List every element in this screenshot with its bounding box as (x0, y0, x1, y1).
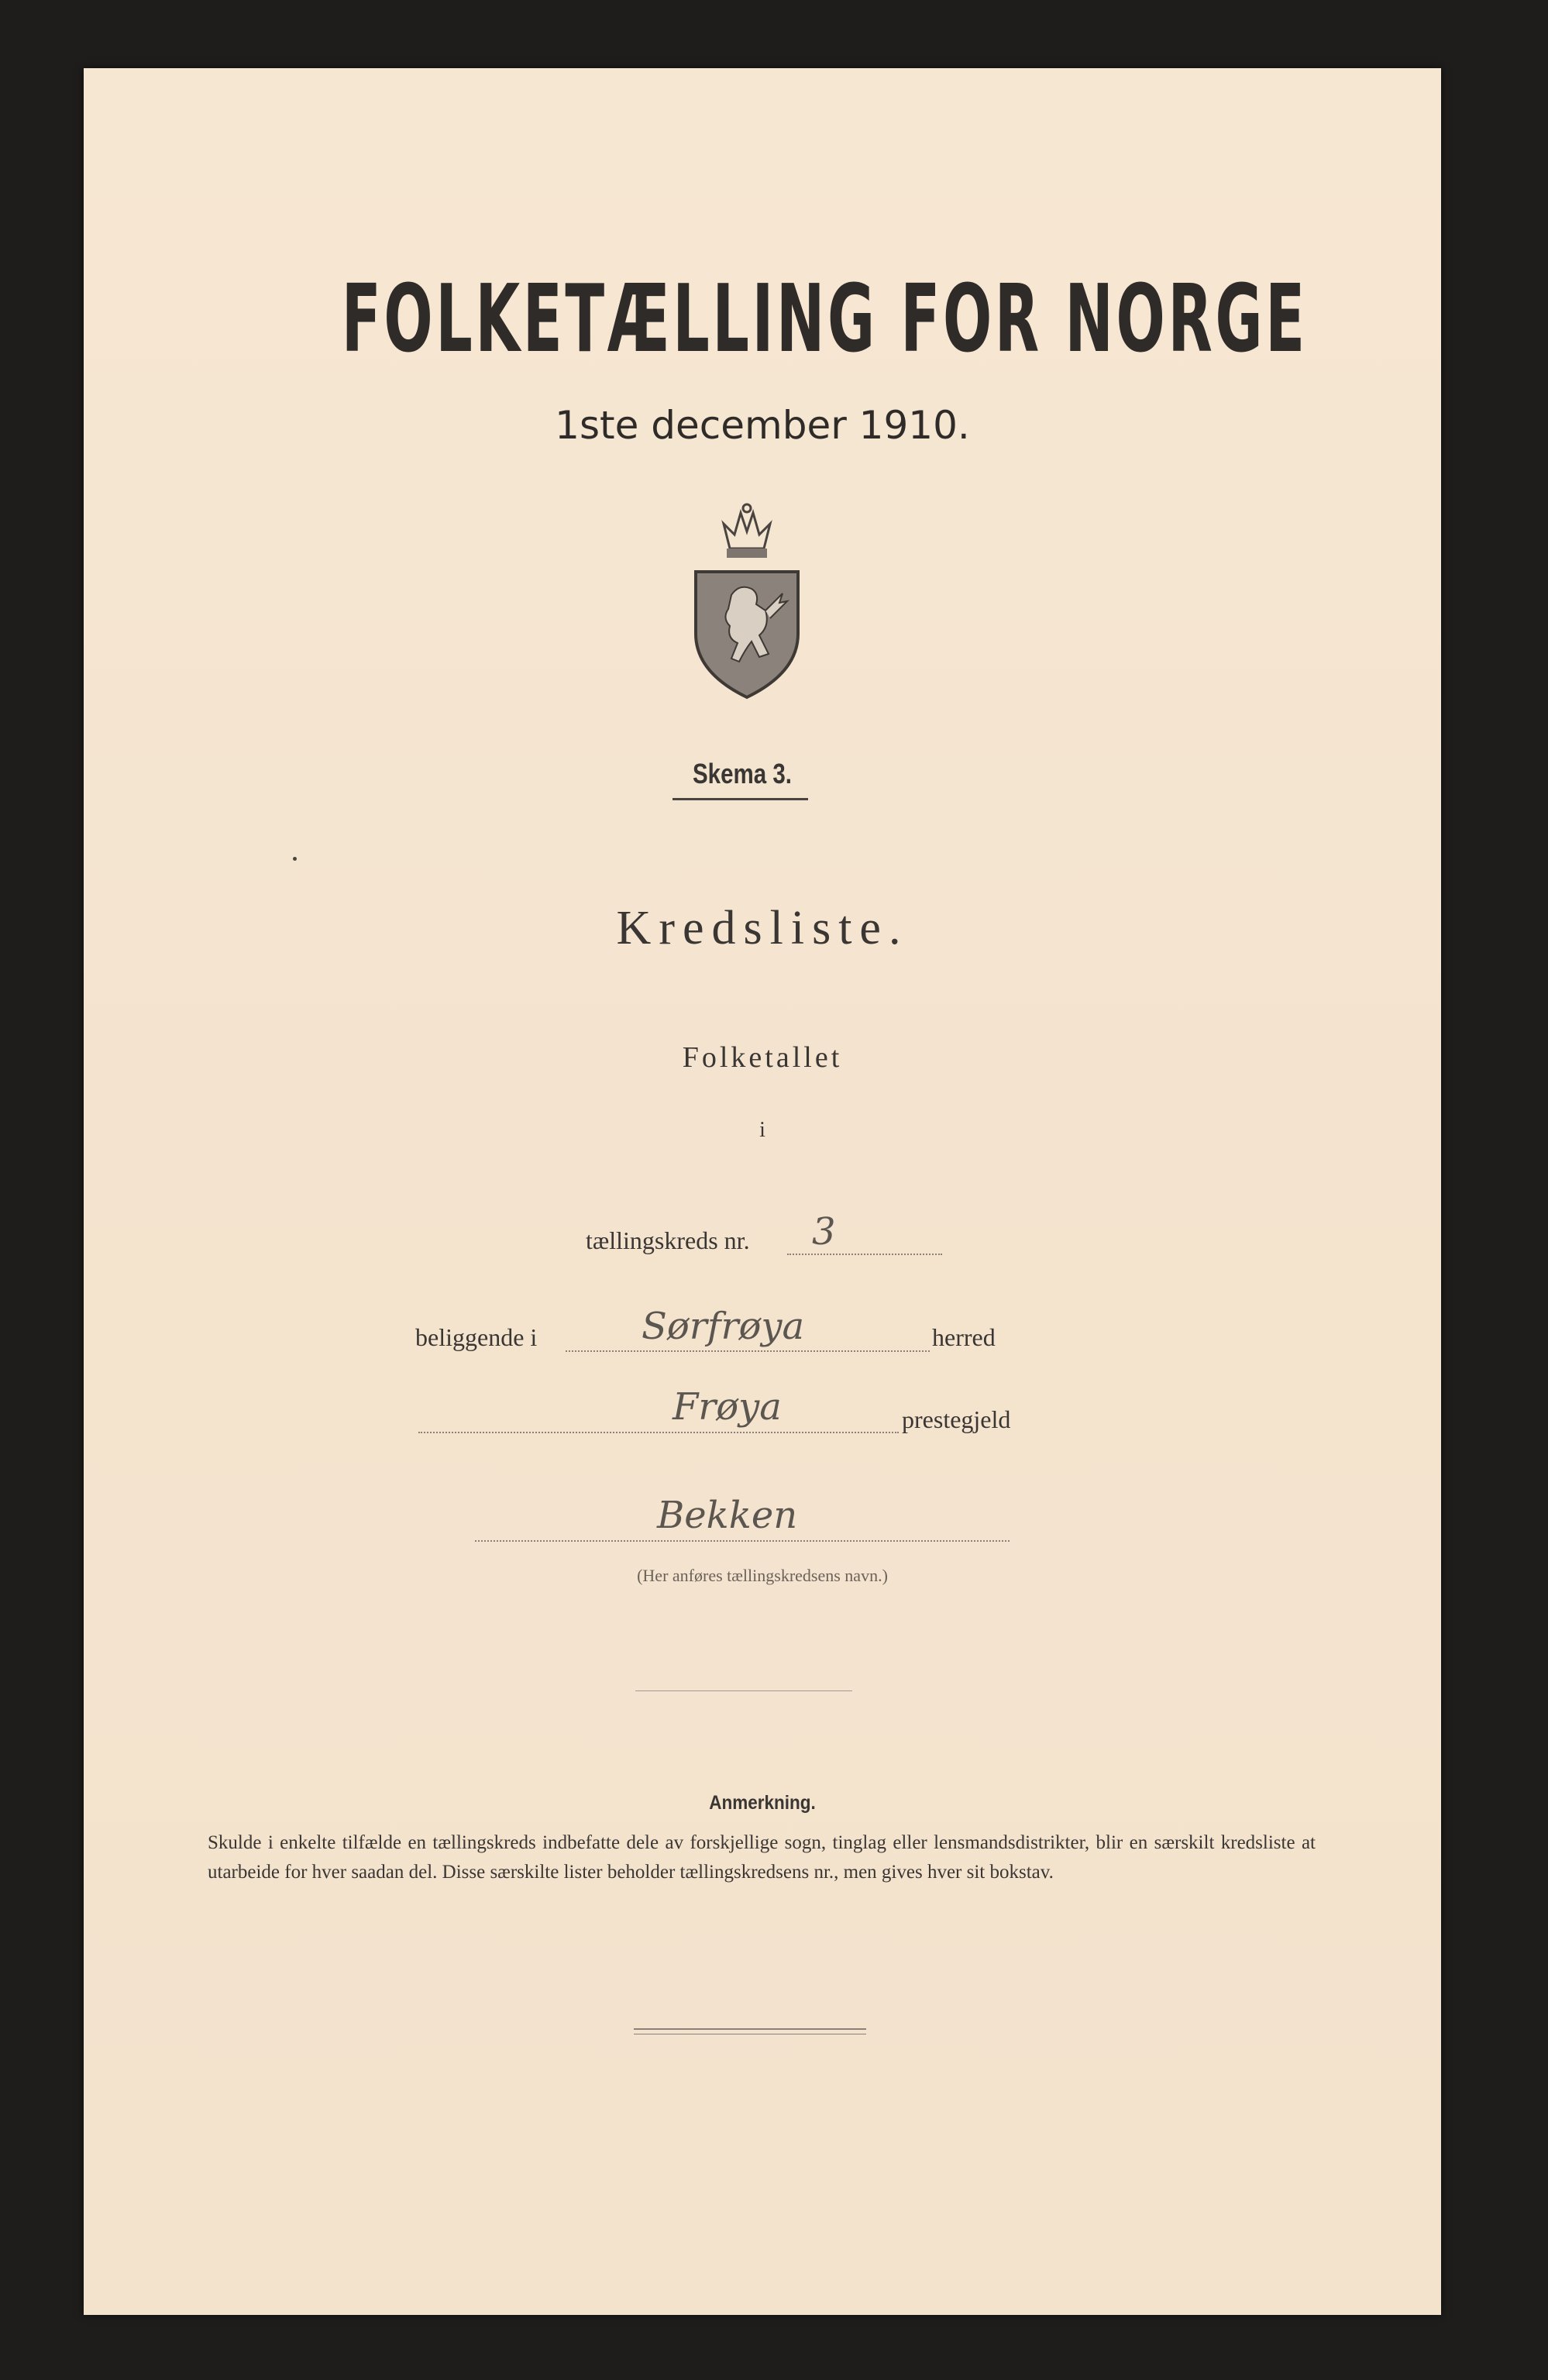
note-heading: Anmerkning. (709, 1792, 816, 1814)
document-title: FOLKETÆLLING FOR NORGE (341, 266, 1308, 373)
district-number-label: tællingskreds nr. (586, 1226, 750, 1254)
municipality-value: Sørfrøya (642, 1305, 805, 1348)
parish-suffix: prestegjeld (902, 1405, 1011, 1433)
parish-value: Frøya (673, 1385, 782, 1429)
population-heading: Folketallet (682, 1041, 843, 1074)
district-name-line (475, 1540, 1010, 1542)
census-form-page (84, 68, 1441, 2315)
schema-underline (673, 798, 808, 800)
in-word: i (759, 1118, 765, 1142)
schema-number: Skema 3. (692, 758, 793, 789)
closing-double-rule (634, 2028, 866, 2030)
district-name-value: Bekken (657, 1494, 798, 1537)
stray-dot (293, 857, 297, 861)
note-text: Skulde i enkelte tilfælde en tællingskreds indbefatte dele av forskjellige sogn, tinglag eller lensmandsdistrikter, blir en særskilt kredsliste at utarbeide for hver saadan del. Disse særskilte lister beholder tællingskredsens nr., men gives hver sit bokstav. (208, 1832, 1316, 1883)
parish-line (418, 1432, 899, 1433)
district-number-value: 3 (812, 1210, 836, 1254)
district-name-note: (Her anføres tællingskredsens navn.) (637, 1566, 888, 1585)
district-number-line (787, 1254, 942, 1255)
list-title: Kredsliste. (616, 902, 909, 954)
municipality-suffix: herred (932, 1323, 996, 1351)
norwegian-coat-of-arms-icon (685, 502, 809, 703)
municipality-line (566, 1350, 930, 1352)
census-date: 1ste december 1910. (555, 403, 970, 448)
location-label: beliggende i (415, 1323, 538, 1351)
section-separator (635, 1690, 852, 1691)
